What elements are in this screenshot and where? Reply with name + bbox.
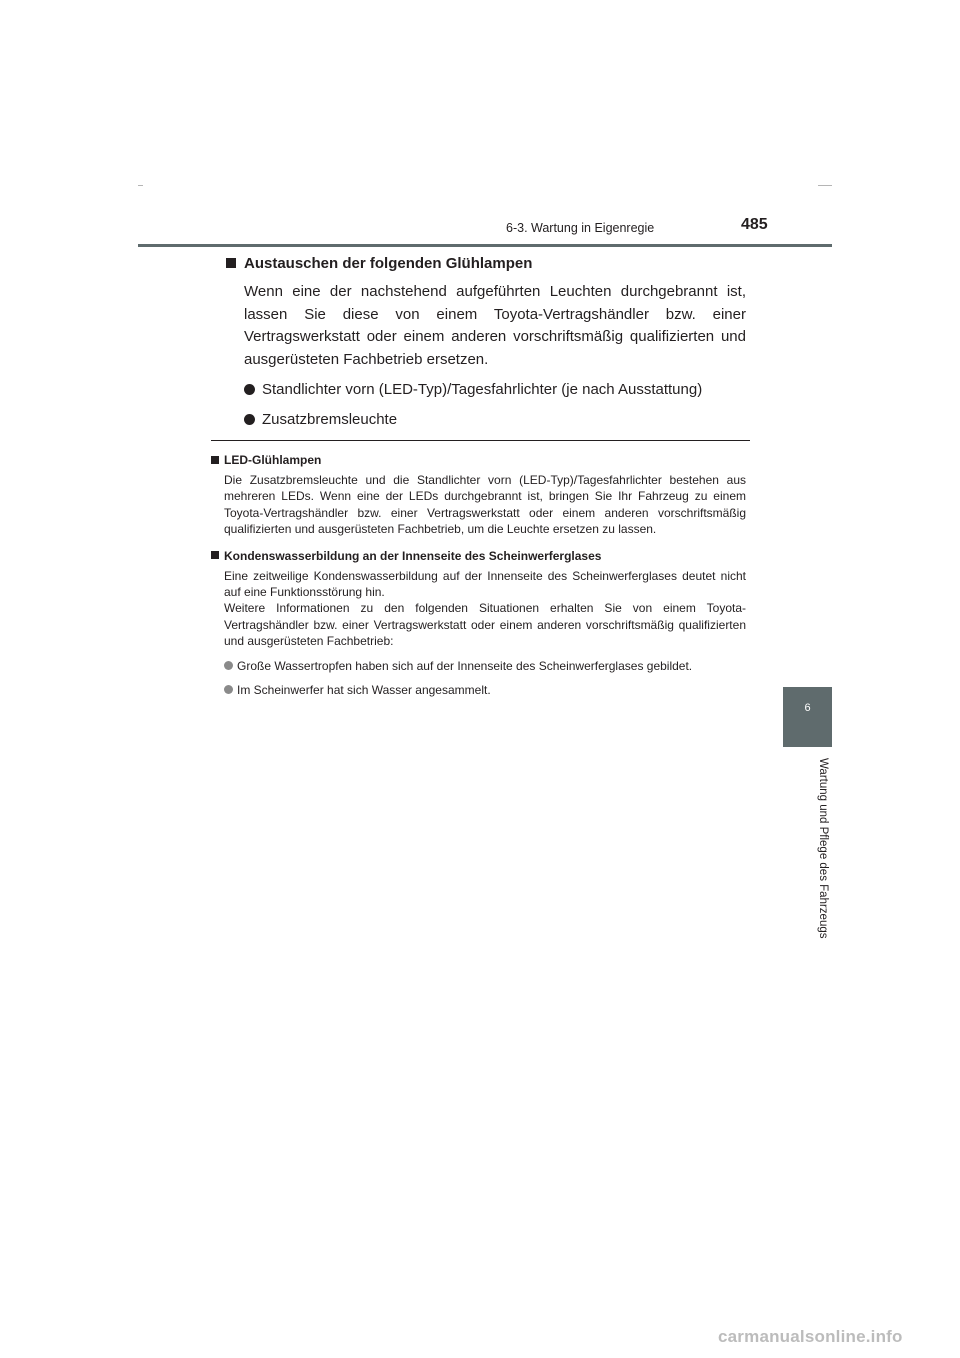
header-section-title: 6-3. Wartung in Eigenregie xyxy=(506,221,655,235)
page-number: 485 xyxy=(741,216,768,233)
list-item-text: Zusatzbremsleuchte xyxy=(262,411,398,428)
notes-section xyxy=(211,452,746,698)
list-item-text: Große Wassertropfen haben sich auf der Innenseite des Scheinwerferglases gebildet. xyxy=(237,658,693,673)
list-item xyxy=(244,409,746,431)
bullet-dot-icon xyxy=(224,661,233,670)
crop-mark-right xyxy=(818,185,832,186)
chapter-label: Wartung und Pflege des Fahrzeugs xyxy=(817,758,829,939)
note-paragraph: Die Zusatzbremsleuchte und die Standlichter vorn (LED-Typ)/Tagesfahrlichter bestehen aus mehreren LEDs. Wenn eine der LEDs durchgebrannt ist, bringen Sie Ihr Fahrzeug zu einem Toyota-Vertragshändler bzw. einer Vertragswerkstatt oder einem anderen vorschriftsmäßig qualifizierten und ausgerüsteten Fachbetrieb, um die Leuchte ersetzen zu lassen. xyxy=(224,473,746,537)
note-paragraph: Eine zeitweilige Kondenswasserbildung auf der Innenseite des Scheinwerferglases deutet nicht auf eine Funktionsstörung hin. xyxy=(224,568,746,600)
list-item xyxy=(244,379,746,401)
note-heading xyxy=(211,452,746,468)
notes-separator xyxy=(211,440,750,441)
note-title-text: LED-Glühlampen xyxy=(224,453,322,467)
list-item xyxy=(224,682,746,698)
note-paragraph: Weitere Informationen zu den folgenden Situationen erhalten Sie von einem Toyota-Vertragshändler bzw. einer Vertragswerkstatt oder einem anderen vorschriftsmäßig qualifizierten und ausgerüsteten Fachbetrieb: xyxy=(224,601,746,649)
bullet-dot-icon xyxy=(244,414,255,425)
bullet-dot-icon xyxy=(244,384,255,395)
watermark: carmanualsonline.info xyxy=(718,1327,903,1346)
main-section-heading xyxy=(226,253,746,275)
list-item xyxy=(224,658,746,674)
note-heading xyxy=(211,548,746,564)
square-bullet-icon xyxy=(211,551,219,559)
main-title-text: Austauschen der folgenden Glühlampen xyxy=(244,255,533,272)
bullet-dot-icon xyxy=(224,685,233,694)
main-section xyxy=(226,253,746,431)
chapter-tab xyxy=(783,687,832,747)
square-bullet-icon xyxy=(226,258,236,268)
main-body-text: Wenn eine der nachstehend aufgeführten Leuchten durchgebrannt ist, lassen Sie diese von einem Toyota-Vertragshändler bzw. einer Vertragswerkstatt oder einem anderen vorschriftsmäßig qualifizierten und ausgerüsteten Fachbetrieb ersetzen. xyxy=(244,283,746,368)
header-rule xyxy=(138,244,832,247)
square-bullet-icon xyxy=(211,456,219,464)
crop-mark-left xyxy=(138,185,143,186)
note-title-text: Kondenswasserbildung an der Innenseite des Scheinwerferglases xyxy=(224,548,602,563)
list-item-text: Im Scheinwerfer hat sich Wasser angesammelt. xyxy=(237,683,491,698)
list-item-text: Standlichter vorn (LED-Typ)/Tagesfahrlichter (je nach Ausstattung) xyxy=(262,381,703,398)
chapter-number: 6 xyxy=(804,702,811,714)
